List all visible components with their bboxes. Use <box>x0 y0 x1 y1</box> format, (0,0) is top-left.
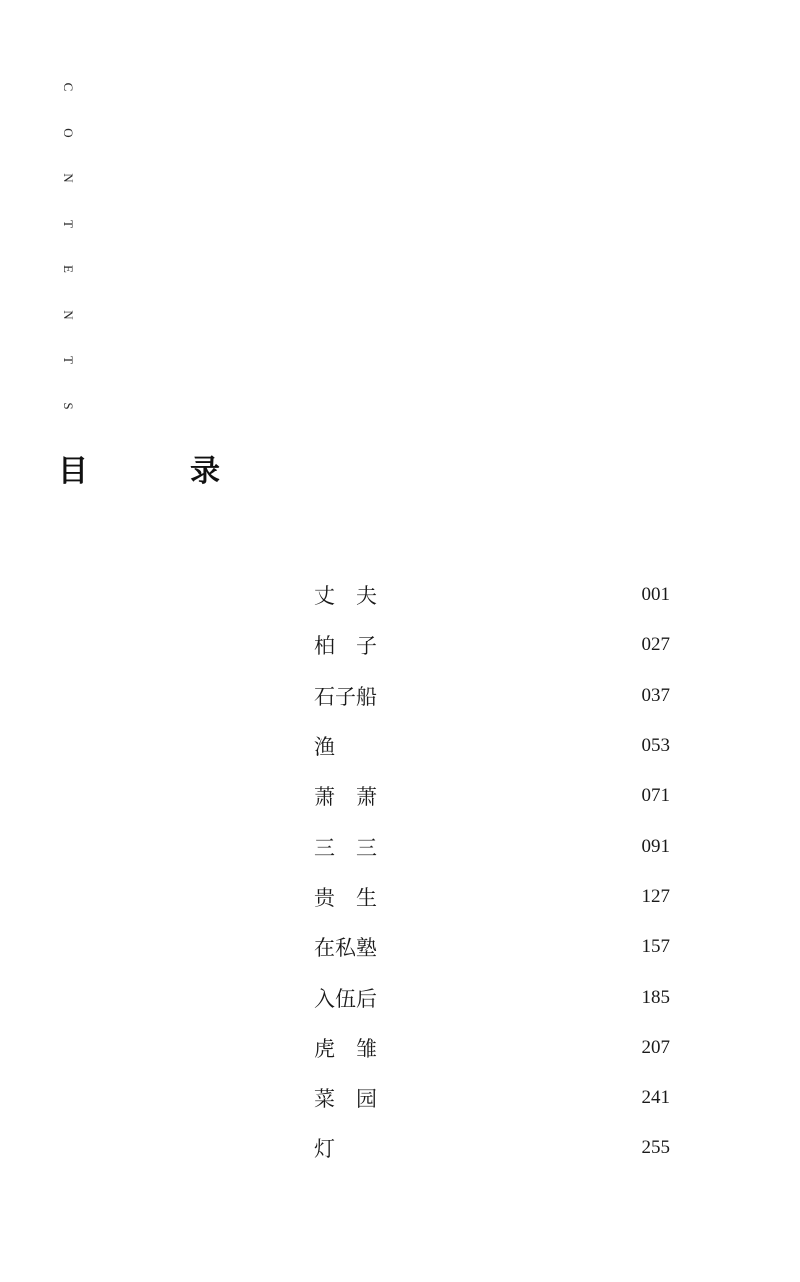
toc-entry-page: 053 <box>641 735 670 757</box>
contents-letter: N <box>61 309 76 320</box>
toc-entry-page: 001 <box>641 584 670 606</box>
page-title: 目 录 <box>58 454 256 489</box>
toc-entry-title: 入伍后 <box>314 986 377 1011</box>
toc-entry-page: 255 <box>641 1137 670 1159</box>
toc-entry[interactable] <box>314 671 684 721</box>
toc-entry[interactable] <box>314 721 684 771</box>
toc-entry[interactable] <box>314 821 684 871</box>
toc-entry-title: 萧 萧 <box>314 785 377 810</box>
toc-entry-title: 石子船 <box>314 684 377 709</box>
toc-entry-title: 灯 <box>314 1137 335 1162</box>
toc-entry-title: 渔 <box>314 735 335 760</box>
contents-letter: C <box>61 82 76 92</box>
toc-entry-title: 丈 夫 <box>314 584 377 609</box>
table-of-contents <box>314 570 684 1174</box>
toc-entry-page: 037 <box>641 684 670 706</box>
contents-letter: O <box>61 127 76 138</box>
toc-entry-title: 三 三 <box>314 835 377 860</box>
toc-entry[interactable] <box>314 972 684 1022</box>
contents-letter: T <box>61 356 76 364</box>
toc-entry[interactable] <box>314 922 684 972</box>
contents-letter: T <box>61 219 76 228</box>
toc-entry-page: 127 <box>641 885 670 907</box>
toc-entry[interactable] <box>314 620 684 670</box>
toc-entry-title: 虎 雏 <box>314 1036 377 1061</box>
toc-entry-title: 在私塾 <box>314 936 377 961</box>
toc-entry[interactable] <box>314 1123 684 1173</box>
contents-letter: E <box>61 265 76 273</box>
toc-entry-page: 185 <box>641 986 670 1008</box>
toc-entry-page: 207 <box>641 1036 670 1058</box>
toc-entry[interactable] <box>314 570 684 620</box>
toc-entry-page: 027 <box>641 634 670 656</box>
toc-entry-page: 157 <box>641 936 670 958</box>
toc-entry-title: 柏 子 <box>314 634 377 659</box>
toc-entry[interactable] <box>314 771 684 821</box>
toc-entry[interactable] <box>314 872 684 922</box>
contents-letter: S <box>61 401 76 410</box>
contents-letter: N <box>61 173 76 183</box>
toc-entry[interactable] <box>314 1023 684 1073</box>
toc-entry-title: 贵 生 <box>314 885 377 910</box>
toc-entry-title: 菜 园 <box>314 1087 377 1112</box>
toc-entry-page: 071 <box>641 785 670 807</box>
toc-entry-page: 091 <box>641 835 670 857</box>
toc-entry[interactable] <box>314 1073 684 1123</box>
contents-vertical-label <box>58 76 78 440</box>
toc-entry-page: 241 <box>641 1087 670 1109</box>
